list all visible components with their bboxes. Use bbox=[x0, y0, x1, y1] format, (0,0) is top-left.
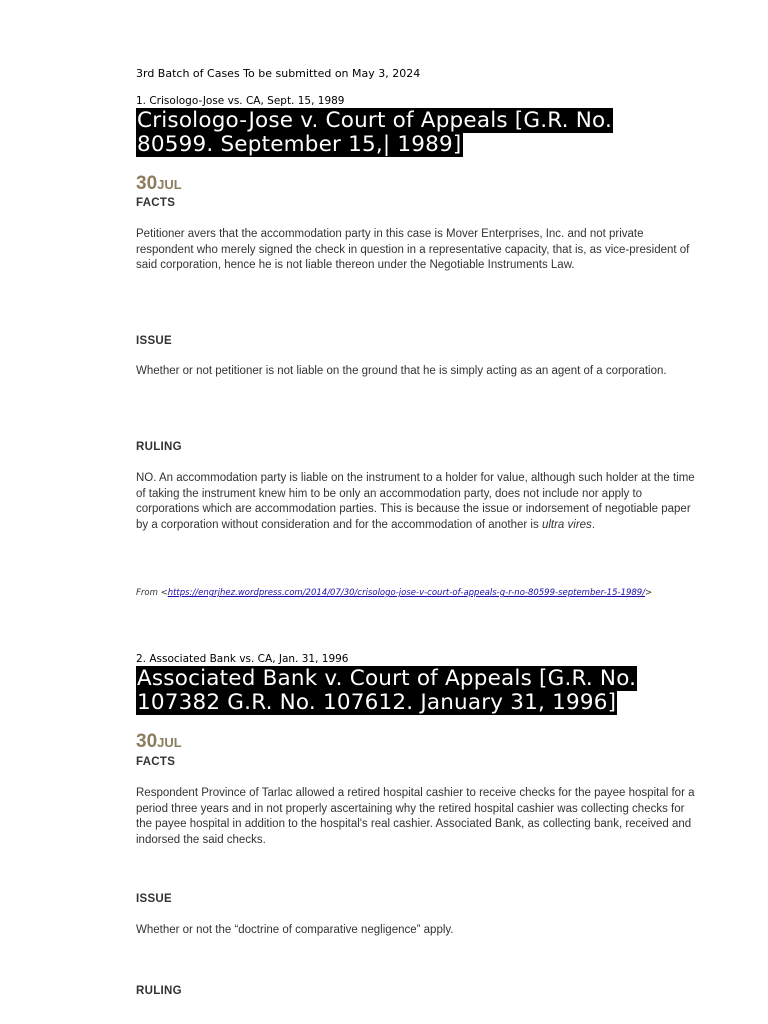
case-2-title bbox=[136, 667, 686, 715]
case-2-line: 2. Associated Bank vs. CA, Jan. 31, 1996 bbox=[136, 653, 349, 665]
case-2-facts-text: Respondent Province of Tarlac allowed a retired hospital cashier to receive checks for the payee hospital for a period three years and in not properly ascertaining why the retired hospital cashier was collecting checks for the payee hospital in addition to the hospital's real cashier. Associated Bank, as collecting bank, received and indorsed the said checks. bbox=[136, 787, 695, 846]
case-1-facts-text: Petitioner avers that the accommodation party in this case is Mover Enterprises, Inc. and not private respondent who merely signed the check in question in a representative capacity, that is, as vice-president of said corporation, hence he is not liable thereon under the Negotiable Instruments Law. bbox=[136, 228, 690, 271]
case-1-title bbox=[136, 109, 666, 157]
case-1-source-suffix: > bbox=[645, 588, 653, 598]
case-1-ruling-italic: ultra vires bbox=[541, 518, 592, 531]
case-1-facts-heading: FACTS bbox=[136, 197, 176, 209]
case-1-title-text: Crisologo-Jose v. Court of Appeals [G.R. No. 80599. September 15,| 1989] bbox=[137, 108, 613, 157]
case-1-date-month: JUL bbox=[157, 177, 182, 192]
case-2-date-month: JUL bbox=[157, 735, 182, 750]
case-1-ruling-main: NO. An accommodation party is liable on the instrument to a holder for value, although such holder at the time of taking the instrument knew him to be only an accommodation party, does not include nor apply to corporations which are accommodation parties. This is because the issue or indorsement of negotiable paper by a corporation without consideration and for the accommodation of another is bbox=[136, 472, 695, 531]
case-1-date-day: 30 bbox=[136, 173, 158, 194]
case-2-date bbox=[136, 731, 182, 753]
batch-title: 3rd Batch of Cases To be submitted on May 3, 2024 bbox=[136, 67, 421, 80]
case-1-source-prefix: From < bbox=[136, 588, 168, 598]
case-1-date bbox=[136, 173, 182, 195]
case-1-issue-text: Whether or not petitioner is not liable on the ground that he is simply acting as an agent of a corporation. bbox=[136, 365, 667, 377]
case-2-ruling-heading: RULING bbox=[136, 985, 182, 997]
case-2-title-text: Associated Bank v. Court of Appeals [G.R. No. 107382 G.R. No. 107612. January 31, 1996] bbox=[137, 666, 637, 715]
case-1-issue-heading: ISSUE bbox=[136, 335, 173, 347]
case-1-source bbox=[136, 588, 696, 599]
case-1-ruling-text bbox=[136, 471, 696, 533]
case-1-ruling-end: . bbox=[591, 518, 596, 531]
case-2-date-day: 30 bbox=[136, 731, 158, 752]
case-1-ruling-heading: RULING bbox=[136, 441, 182, 453]
case-2-facts-heading: FACTS bbox=[136, 756, 176, 768]
case-1-source-link[interactable]: https://engrjhez.wordpress.com/2014/07/30/crisologo-jose-v-court-of-appeals-g-r-no-80599-september-15-1989/ bbox=[167, 588, 646, 598]
case-1-line: 1. Crisologo-Jose vs. CA, Sept. 15, 1989 bbox=[136, 95, 345, 107]
case-2-issue-text: Whether or not the “doctrine of comparative negligence” apply. bbox=[136, 924, 454, 936]
case-2-issue-heading: ISSUE bbox=[136, 893, 173, 905]
